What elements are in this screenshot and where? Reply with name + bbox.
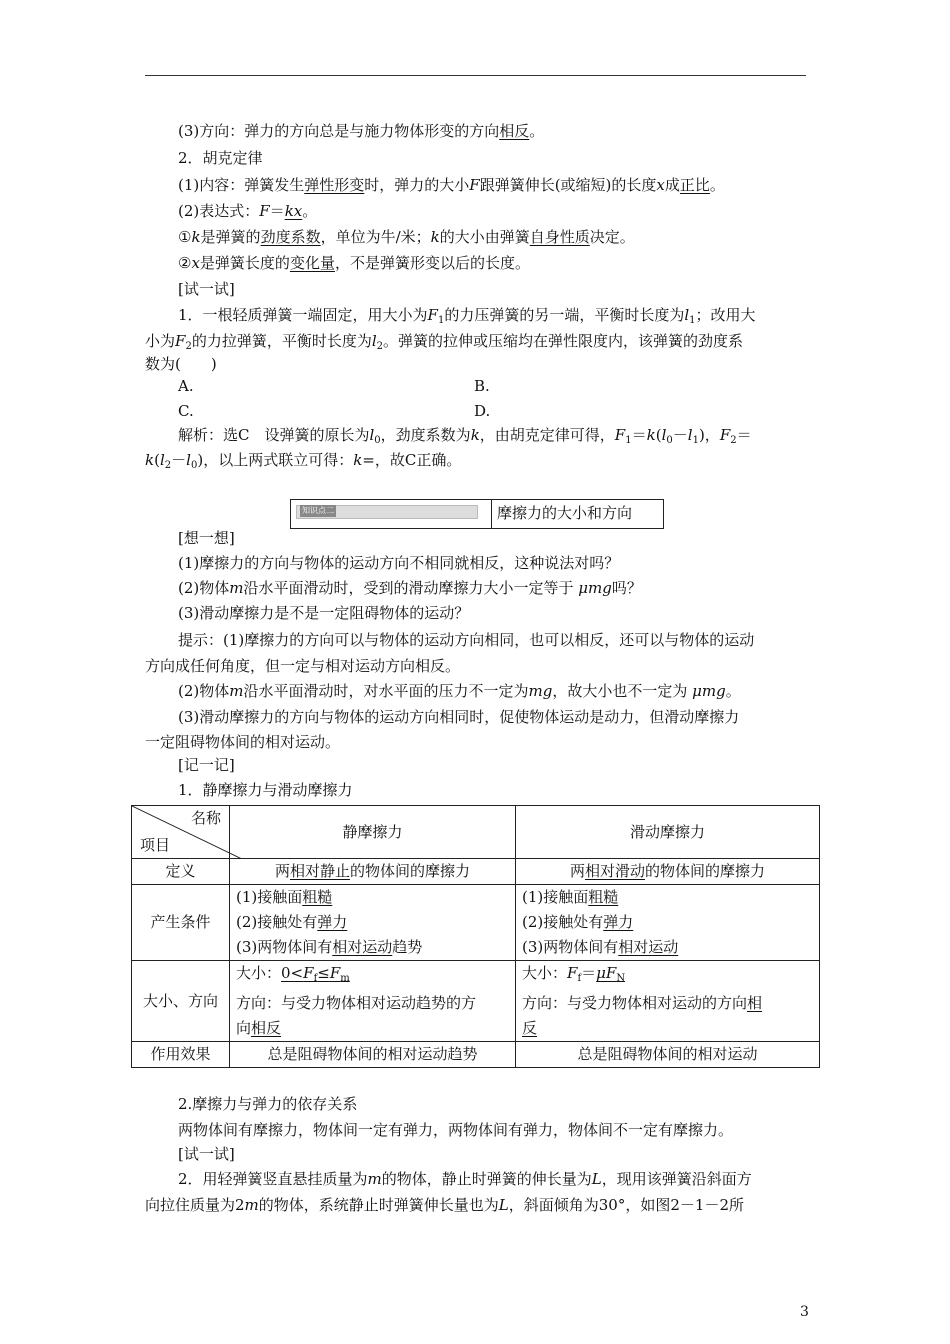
row-label-conditions: 产生条件	[132, 885, 230, 961]
cell-sliding-conditions: (1)接触面粗糙 (2)接触处有弹力 (3)两物体间有相对运动	[516, 885, 820, 961]
direction-line: (3)方向：弹力的方向总是与施力物体形变的方向相反。	[178, 122, 545, 140]
knowledge-point-tag	[296, 505, 478, 519]
option-c: C.	[178, 402, 194, 420]
friction-comparison-table	[131, 805, 820, 1068]
col-sliding-friction: 滑动摩擦力	[516, 806, 820, 859]
hint-line-1: 提示：(1)摩擦力的方向可以与物体的运动方向相同，也可以相反，还可以与物体的运动	[178, 631, 755, 649]
think-question-1: (1)摩擦力的方向与物体的运动方向不相同就相反，这种说法对吗？	[178, 554, 620, 572]
row-label-size-direction: 大小、方向	[132, 961, 230, 1042]
hooke-content-line: (1)内容：弹簧发生弹性形变时，弹力的大小F跟弹簧伸长(或缩短)的长度x成正比。	[178, 176, 725, 194]
k-explanation-line: ①k是弹簧的劲度系数，单位为牛/米；k的大小由弹簧自身性质决定。	[178, 228, 635, 246]
dependency-text: 两物体间有摩擦力，物体间一定有弹力，两物体间有弹力，物体间不一定有摩擦力。	[178, 1121, 734, 1139]
knowledge-point-banner	[290, 499, 664, 529]
remember-label: [记一记]	[178, 756, 235, 774]
table-header-row	[132, 806, 820, 859]
col-static-friction: 静摩擦力	[230, 806, 516, 859]
hint-line-4: (3)滑动摩擦力的方向与物体的运动方向相同时，促使物体运动是动力，但滑动摩擦力	[178, 708, 740, 726]
hint-line-2: 方向成任何角度，但一定与相对运动方向相反。	[145, 657, 461, 675]
banner-divider	[491, 500, 492, 528]
question-2-line-2: 向拉住质量为2m的物体，系统静止时弹簧伸长量也为L，斜面倾角为30°，如图2－1－2所	[145, 1196, 744, 1214]
cell-static-size-direction: 大小：$0<F_f\le F_m$ 方向：与受力物体相对运动趋势的方 向相反	[230, 961, 516, 1042]
question-1-line-1: 1．一根轻质弹簧一端固定，用大小为$F_1$的力压弹簧的另一端，平衡时长度为$l_1$；改用大	[178, 306, 756, 326]
table-row	[132, 885, 820, 961]
cell-sliding-definition: 两相对滑动的物体间的摩擦力	[516, 859, 820, 885]
think-label: [想一想]	[178, 529, 235, 547]
corner-cell	[132, 806, 230, 859]
option-b: B.	[474, 377, 490, 395]
think-question-2: (2)物体m沿水平面滑动时，受到的滑动摩擦力大小一定等于 μmg吗？	[178, 579, 642, 597]
hint-line-3: (2)物体m沿水平面滑动时，对水平面的压力不一定为mg，故大小也不一定为 μmg。	[178, 682, 741, 700]
knowledge-point-title: 摩擦力的大小和方向	[497, 504, 633, 522]
hint-line-5: 一定阻碍物体间的相对运动。	[145, 733, 341, 751]
table-row	[132, 859, 820, 885]
hooke-expression-line: (2)表达式：F＝kx。	[178, 202, 318, 220]
think-question-3: (3)滑动摩擦力是不是一定阻碍物体的运动？	[178, 604, 470, 622]
option-d: D.	[474, 402, 491, 420]
hooke-law-heading: 2．胡克定律	[178, 149, 263, 167]
cell-static-effect: 总是阻碍物体间的相对运动趋势	[230, 1042, 516, 1068]
cell-static-definition: 两相对静止的物体间的摩擦力	[230, 859, 516, 885]
dependency-heading: 2.摩擦力与弹力的依存关系	[178, 1095, 358, 1113]
table-heading: 1．静摩擦力与滑动摩擦力	[178, 781, 353, 799]
question-2-line-1: 2．用轻弹簧竖直悬挂质量为m的物体，静止时弹簧的伸长量为L，现用该弹簧沿斜面方	[178, 1170, 752, 1188]
question-1-line-3: 数为( )	[145, 355, 217, 373]
x-explanation-line: ②x是弹簧长度的变化量，不是弹簧形变以后的长度。	[178, 254, 530, 272]
answer-1-line-1: 解析：选C 设弹簧的原长为$l_0$，劲度系数为k，由胡克定律可得，$F_1=k(l_0-l_1)$，$F_2=$	[178, 426, 752, 446]
corner-bottom-label: 项目	[140, 836, 171, 854]
cell-sliding-size-direction: 大小：$F_f=\mu F_N$ 方向：与受力物体相对运动的方向相 反	[516, 961, 820, 1042]
try-it-label-1: [试一试]	[178, 280, 235, 298]
page-number: 3	[800, 1304, 809, 1320]
question-1-line-2: 小为$F_2$的力拉弹簧，平衡时长度为$l_2$。弹簧的拉伸或压缩均在弹性限度内，该弹簧的劲度系	[145, 332, 744, 352]
option-a: A.	[178, 377, 194, 395]
table-row	[132, 961, 820, 1042]
header-rule	[145, 75, 806, 76]
table-row	[132, 1042, 820, 1068]
row-label-definition: 定义	[132, 859, 230, 885]
knowledge-point-tag-text: 知识点二	[302, 506, 334, 515]
cell-static-conditions: (1)接触面粗糙 (2)接触处有弹力 (3)两物体间有相对运动趋势	[230, 885, 516, 961]
answer-1-line-2: $k(l_2-l_0)$，以上两式联立可得：k=，故C正确。	[145, 451, 462, 471]
try-it-label-2: [试一试]	[178, 1145, 235, 1163]
corner-top-label: 名称	[190, 809, 221, 827]
cell-sliding-effect: 总是阻碍物体间的相对运动	[516, 1042, 820, 1068]
row-label-effect: 作用效果	[132, 1042, 230, 1068]
